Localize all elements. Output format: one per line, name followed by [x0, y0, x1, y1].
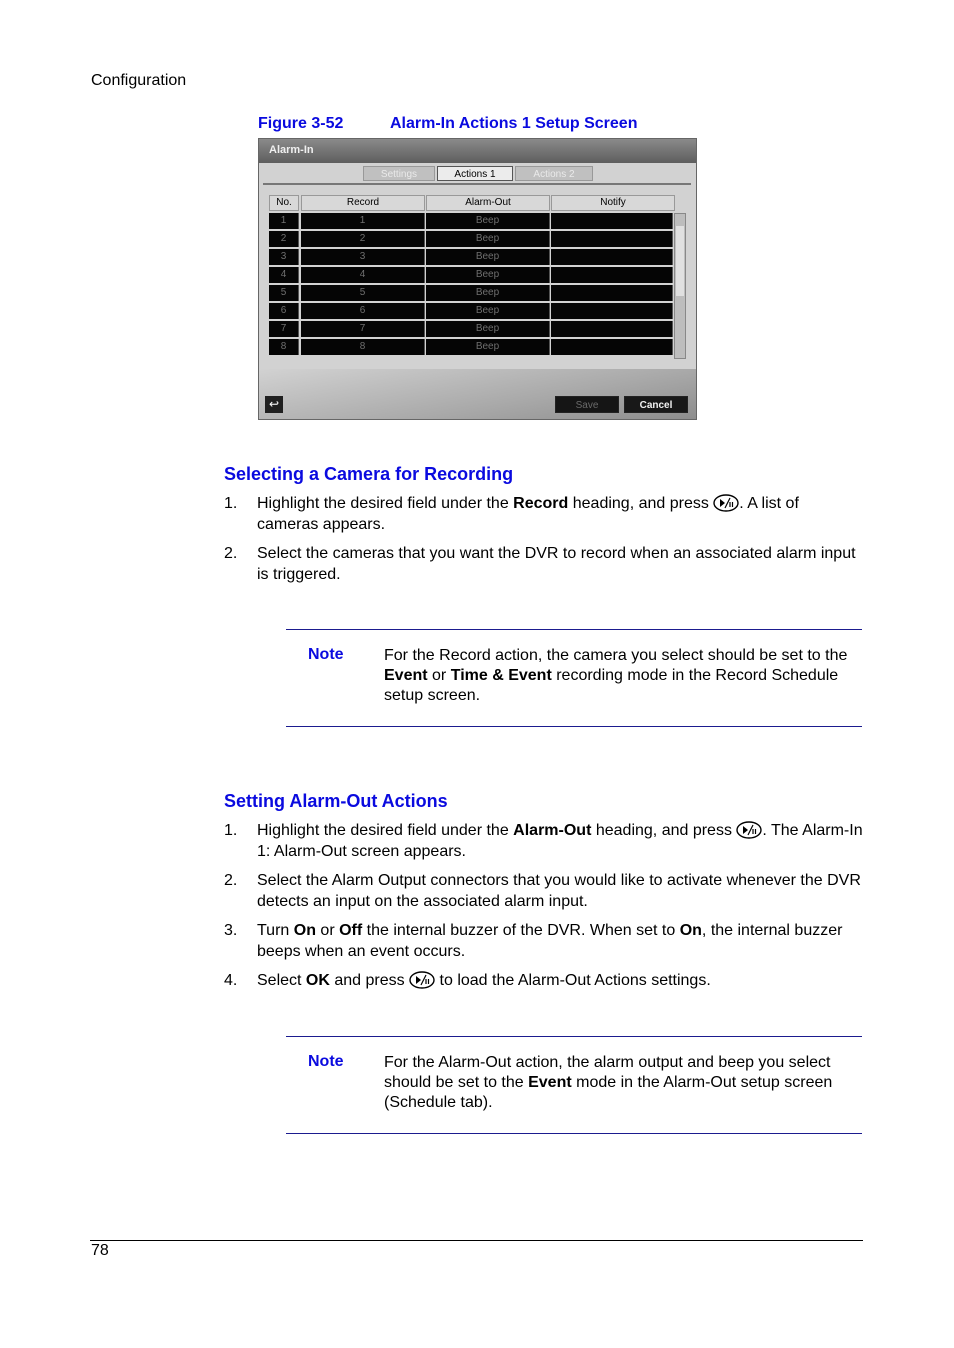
cell-no: 5: [269, 285, 299, 301]
cell-alarm-out[interactable]: Beep: [426, 321, 550, 337]
note-text: For the Alarm-Out action, the alarm output and beep you select should be set to the Event mode in the Alarm-Out setup screen (Schedule tab).: [384, 1054, 833, 1111]
cell-record[interactable]: 8: [301, 339, 425, 355]
note-label: Note: [308, 1053, 344, 1070]
list-item: 2. Select the Alarm Output connectors that you would like to activate whenever the DVR detects an input on the associated alarm input.: [224, 872, 861, 910]
alarm-in-screenshot: [258, 138, 697, 420]
cell-alarm-out[interactable]: Beep: [426, 339, 550, 355]
section-heading-alarm-out: Setting Alarm-Out Actions: [224, 791, 448, 811]
cell-notify[interactable]: [551, 339, 673, 355]
figure-title: Alarm-In Actions 1 Setup Screen: [390, 115, 638, 132]
cell-alarm-out[interactable]: Beep: [426, 267, 550, 283]
tab-actions-2[interactable]: Actions 2: [515, 166, 593, 181]
cell-no: 8: [269, 339, 299, 355]
column-header-notify: Notify: [551, 195, 675, 211]
cell-no: 7: [269, 321, 299, 337]
figure-number: Figure 3-52: [258, 115, 344, 132]
section-heading-recording: Selecting a Camera for Recording: [224, 464, 514, 484]
running-header: Configuration: [91, 72, 187, 89]
cell-notify[interactable]: [551, 303, 673, 319]
list-item: 3. Turn On or Off the internal buzzer of the DVR. When set to On, the internal buzzer beeps when an event occurs.: [224, 922, 843, 960]
cell-alarm-out[interactable]: Beep: [426, 249, 550, 265]
column-header-no: No.: [269, 195, 299, 211]
cell-notify[interactable]: [551, 249, 673, 265]
cancel-button[interactable]: Cancel: [624, 396, 688, 413]
select-button-icon: [736, 821, 762, 839]
note-divider: [286, 629, 862, 630]
cell-notify[interactable]: [551, 231, 673, 247]
cell-no: 4: [269, 267, 299, 283]
tab-settings[interactable]: Settings: [363, 166, 435, 181]
note-text: For the Record action, the camera you select should be set to the Event or Time & Event recording mode in the Record Schedule setup screen.: [384, 647, 848, 704]
note-label: Note: [308, 646, 344, 663]
note-divider: [286, 1036, 862, 1037]
cell-alarm-out[interactable]: Beep: [426, 285, 550, 301]
back-arrow-icon[interactable]: ↩: [265, 396, 283, 413]
cell-notify[interactable]: [551, 213, 673, 229]
cell-record[interactable]: 1: [301, 213, 425, 229]
cell-no: 2: [269, 231, 299, 247]
note-divider: [286, 1133, 862, 1134]
cell-no: 3: [269, 249, 299, 265]
cell-notify[interactable]: [551, 267, 673, 283]
cell-alarm-out[interactable]: Beep: [426, 213, 550, 229]
list-item: 4. Select OK and press to load the Alarm-Out Actions settings.: [224, 972, 711, 989]
note-divider: [286, 726, 862, 727]
page-number: 78: [91, 1242, 109, 1259]
cell-notify[interactable]: [551, 321, 673, 337]
save-button[interactable]: Save: [555, 396, 619, 413]
list-item: 2. Select the cameras that you want the DVR to record when an associated alarm input is triggered.: [224, 545, 856, 583]
cell-no: 1: [269, 213, 299, 229]
cell-record[interactable]: 7: [301, 321, 425, 337]
column-header-alarm-out: Alarm-Out: [426, 195, 550, 211]
cell-notify[interactable]: [551, 285, 673, 301]
column-header-record: Record: [301, 195, 425, 211]
cell-alarm-out[interactable]: Beep: [426, 303, 550, 319]
tab-actions-1[interactable]: Actions 1: [437, 166, 513, 181]
list-item: 1. Highlight the desired field under the Record heading, and press . A list of cameras appears.: [224, 495, 799, 533]
cell-record[interactable]: 6: [301, 303, 425, 319]
cell-record[interactable]: 5: [301, 285, 425, 301]
footer-rule: [90, 1240, 863, 1241]
list-item: 1. Highlight the desired field under the Alarm-Out heading, and press . The Alarm-In 1: Alarm-Out screen appears.: [224, 822, 863, 860]
cell-record[interactable]: 4: [301, 267, 425, 283]
cell-alarm-out[interactable]: Beep: [426, 231, 550, 247]
scrollbar-thumb[interactable]: [676, 226, 684, 296]
tab-separator: [263, 183, 691, 185]
window-title-bar: [259, 139, 696, 163]
window-title: Alarm-In: [269, 144, 314, 156]
cell-record[interactable]: 3: [301, 249, 425, 265]
cell-record[interactable]: 2: [301, 231, 425, 247]
cell-no: 6: [269, 303, 299, 319]
select-button-icon: [713, 494, 739, 512]
select-button-icon: [409, 971, 435, 989]
table-scrollbar[interactable]: [674, 213, 686, 359]
